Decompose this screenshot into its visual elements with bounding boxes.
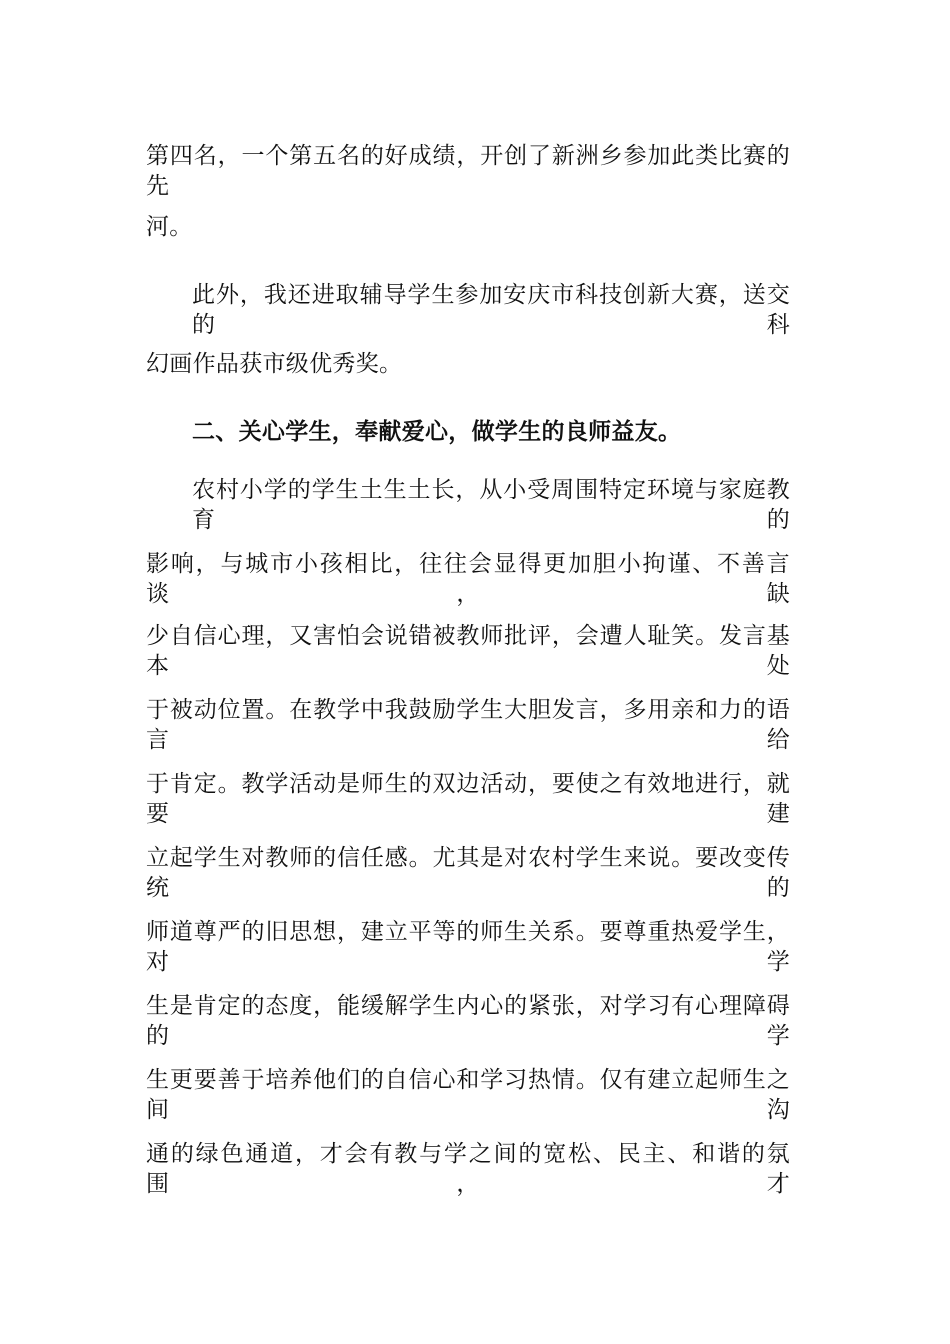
text-line: 生是肯定的态度，能缓解学生内心的紧张，对学习有心理障碍的学 (146, 993, 790, 1049)
text-line: 师道尊严的旧思想，建立平等的师生关系。要尊重热爱学生，对学 (146, 919, 790, 975)
text-line: 农村小学的学生土生土长，从小受周围特定环境与家庭教育的 (192, 477, 790, 533)
text-line: 少自信心理，又害怕会说错被教师批评，会遭人耻笑。发言基本处 (146, 623, 790, 679)
text-line: 此外，我还进取辅导学生参加安庆市科技创新大赛，送交的科 (192, 282, 790, 338)
text-line: 通的绿色通道，才会有教与学之间的宽松、民主、和谐的氛围，才 (146, 1141, 790, 1197)
text-line: 生更要善于培养他们的自信心和学习热情。仅有建立起师生之间沟 (146, 1067, 790, 1123)
text-line: 第四名，一个第五名的好成绩，开创了新洲乡参加此类比赛的先 (146, 143, 790, 199)
text-line: 河。 (146, 214, 193, 240)
text-line: 于被动位置。在教学中我鼓励学生大胆发言，多用亲和力的语言给 (146, 697, 790, 753)
text-line: 影响，与城市小孩相比，往往会显得更加胆小拘谨、不善言谈，缺 (146, 551, 790, 607)
text-line: 立起学生对教师的信任感。尤其是对农村学生来说。要改变传统的 (146, 845, 790, 901)
text-line: 幻画作品获市级优秀奖。 (146, 351, 403, 377)
section-heading: 二、关心学生，奉献爱心，做学生的良师益友。 (192, 418, 682, 445)
text-line: 于肯定。教学活动是师生的双边活动，要使之有效地进行，就要建 (146, 771, 790, 827)
